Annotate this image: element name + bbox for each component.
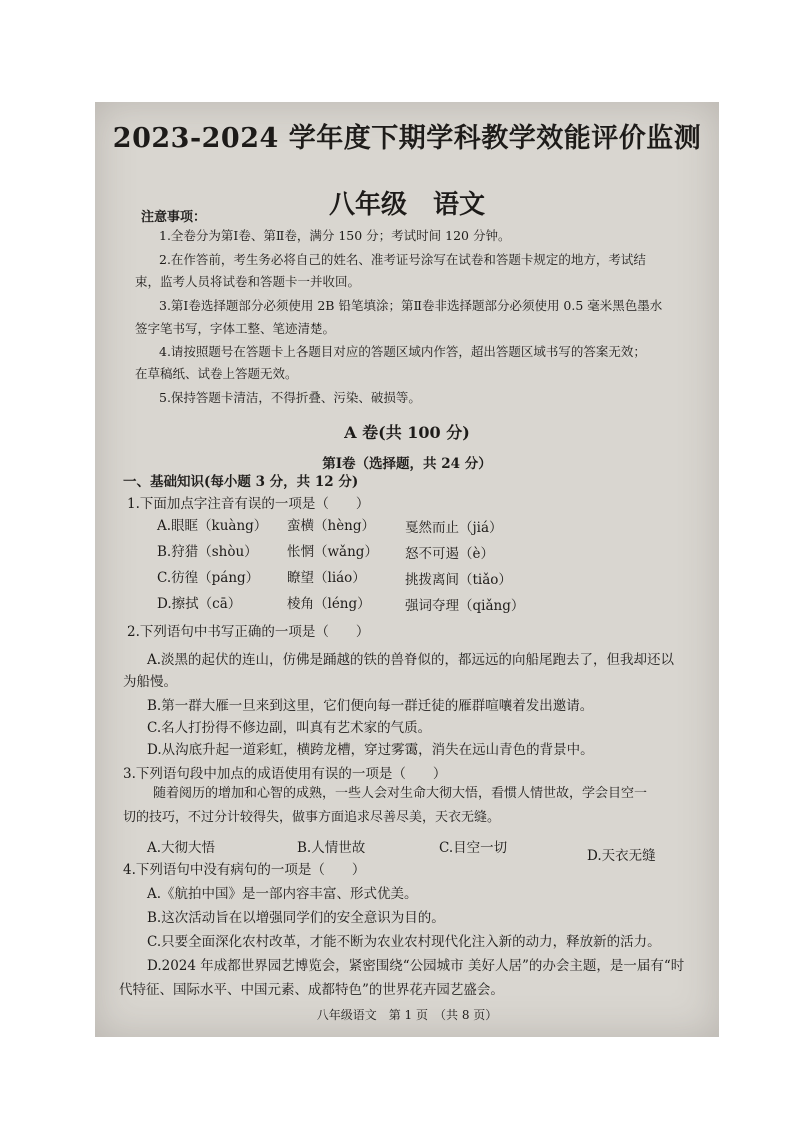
q4-option-b: B.这次活动旨在以增强同学们的安全意识为目的。 <box>147 910 445 926</box>
q1-c-2: 瞭望（liáo） <box>287 570 366 586</box>
q4-option-c: C.只要全面深化农村改革，才能不断为农业农村现代化注入新的动力，释放新的活力。 <box>147 934 661 950</box>
notes-heading: 注意事项： <box>141 210 207 225</box>
section1-heading: 一、基础知识(每小题 3 分，共 12 分) <box>123 474 359 490</box>
exam-title: 2023-2024 学年度下期学科教学效能评价监测 <box>112 123 702 154</box>
note-line: 束，监考人员将试卷和答题卡一并收回。 <box>135 274 361 289</box>
q1-b-2: 怅惘（wǎng） <box>287 544 378 560</box>
q2-stem: 2.下列语句中书写正确的一项是（ ） <box>127 624 370 640</box>
note-line: 1.全卷分为第Ⅰ卷、第Ⅱ卷，满分 150 分；考试时间 120 分钟。 <box>159 228 511 243</box>
note-line: 2.在作答前，考生务必将自己的姓名、准考证号涂写在试卷和答题卡规定的地方，考试结 <box>159 252 646 267</box>
q1-a-2: 蛮横（hèng） <box>287 518 376 534</box>
q2-option-c: C.名人打扮得不修边副，叫真有艺术家的气质。 <box>147 720 432 736</box>
q3-stem: 3.下列语句段中加点的成语使用有误的一项是（ ） <box>123 766 447 782</box>
q4-option-d: D.2024 年成都世界园艺博览会，紧密围绕“公园城市 美好人居”的办会主题，是一届有“时 <box>147 958 685 974</box>
note-line: 4.请按照题号在答题卡上各题目对应的答题区域内作答，超出答题区域书写的答案无效； <box>159 344 646 359</box>
q1-d-1: D.擦拭（cā） <box>157 596 242 612</box>
q3-option-d: D.天衣无缝 <box>587 848 656 864</box>
q1-d-2: 棱角（léng） <box>287 596 371 612</box>
q4-stem: 4.下列语句中没有病句的一项是（ ） <box>123 862 366 878</box>
q1-c-1: C.彷徨（páng） <box>157 570 260 586</box>
q1-c-3: 挑拨离间（tiǎo） <box>405 572 512 588</box>
note-line: 3.第Ⅰ卷选择题部分必须使用 2B 铅笔填涂；第Ⅱ卷非选择题部分必须使用 0.5 毫米黑色墨水 <box>159 298 663 313</box>
q2-option-a: A.淡黑的起伏的连山，仿佛是踊越的铁的兽脊似的，都远远的向船尾跑去了，但我却还以 <box>147 652 675 668</box>
q1-d-3: 强词夺理（qiǎng） <box>405 598 525 614</box>
exam-subtitle: 八年级 语文 <box>328 190 485 220</box>
q3-passage-line: 随着阅历的增加和心智的成熟，一些人会对生命大彻大悟，看惯人情世故，学会目空一 <box>153 786 648 801</box>
q3-option-b: B.人情世故 <box>297 840 366 856</box>
page-footer: 八年级语文 第 1 页 （共 8 页） <box>316 1008 498 1022</box>
part1-heading: 第Ⅰ卷（选择题，共 24 分） <box>322 456 492 472</box>
exam-page <box>95 102 719 1037</box>
q2-option-b: B.第一群大雁一旦来到这里，它们便向每一群迁徒的雁群喧嚷着发出邀请。 <box>147 698 594 714</box>
q4-option-a: A.《航拍中国》是一部内容丰富、形式优美。 <box>147 886 418 902</box>
q3-option-c: C.目空一切 <box>439 840 508 856</box>
q1-a-3: 戛然而止（jiá） <box>405 520 503 536</box>
note-line: 5.保持答题卡清洁，不得折叠、污染、破损等。 <box>159 390 421 405</box>
q1-a-1: A.眼眶（kuàng） <box>157 518 268 534</box>
q1-b-1: B.狩猎（shòu） <box>157 544 258 560</box>
q3-passage-line: 切的技巧，不过分计较得失，做事方面追求尽善尽美，天衣无缝。 <box>123 810 501 825</box>
volume-a-heading: A 卷(共 100 分) <box>344 423 470 442</box>
q2-option-a-cont: 为船慢。 <box>123 674 177 690</box>
note-line: 签字笔书写，字体工整、笔迹清楚。 <box>135 321 336 336</box>
q2-option-d: D.从沟底升起一道彩虹，横跨龙槽，穿过雾霭，消失在远山青色的背景中。 <box>147 742 594 758</box>
q4-option-d-cont: 代特征、国际水平、中国元素、成都特色”的世界花卉园艺盛会。 <box>119 982 504 998</box>
q1-b-3: 怒不可遏（è） <box>405 546 494 562</box>
note-line: 在草稿纸、试卷上答题无效。 <box>135 366 298 381</box>
q3-option-a: A.大彻大悟 <box>147 840 216 856</box>
q1-stem: 1.下面加点字注音有误的一项是（ ） <box>127 496 370 512</box>
